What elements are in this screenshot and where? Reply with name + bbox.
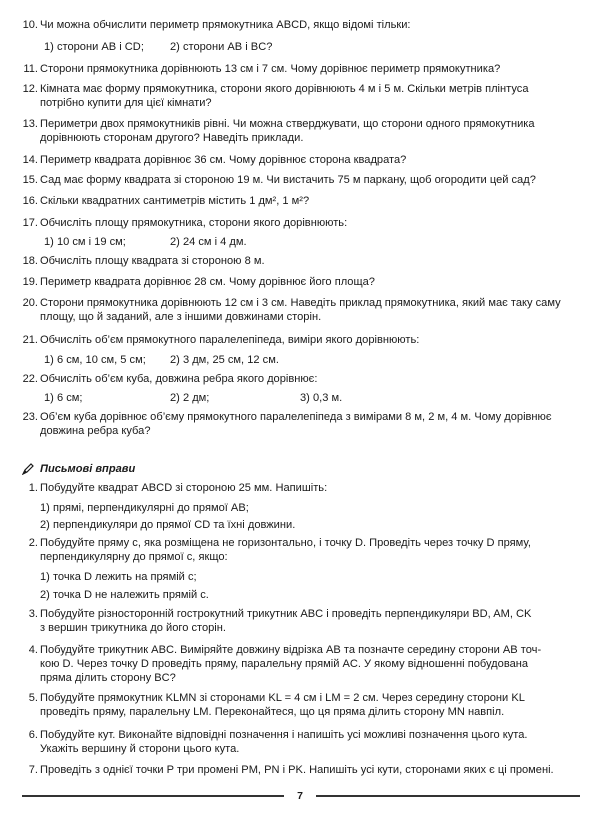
problem-number: 21. [22,334,38,346]
answer-option: 3) 0,3 м. [300,392,343,404]
answer-option: 1) 6 см, 10 см, 5 см; [44,354,146,366]
problem-number: 23. [22,411,38,423]
page-number: 7 [297,790,303,802]
problem-text: Проведіть з однієї точки P три промені PM, PN і PK. Напишіть усі кути, сторонами яких є ці промені. [40,764,554,776]
problem-text: дорівнюють сторонам другого? Наведіть приклади. [40,132,304,144]
problem-number: 13. [22,118,38,130]
problem-text: кою D. Через точку D проведіть пряму, паралельну прямій AC. У якому відношенні побудована [40,658,529,670]
problem-number: 10. [22,19,38,31]
problem-text: Обчисліть площу прямокутника, сторони якого дорівнюють: [40,217,348,229]
footer-rule-right [316,795,580,797]
problem-text: проведіть пряму, паралельну LM. Переконайтеся, що ця пряма ділить сторону MN навпіл. [40,706,505,718]
problem-text: Об’єм куба дорівнює об’єму прямокутного паралелепіпеда з вимірами 8 м, 2 м, 4 м. Чому дорівнює [40,411,552,423]
footer-rule-left [22,795,284,797]
problem-text: площу, що й заданий, але з іншими довжинами сторін. [40,311,322,323]
problem-number: 19. [22,276,38,288]
answer-option: 2) 24 см і 4 дм. [170,236,247,248]
problem-text: Обчисліть об’єм куба, довжина ребра якого дорівнює: [40,373,318,385]
problem-text: перпендикулярну до прямої c, якщо: [40,551,228,563]
problem-number: 15. [22,174,38,186]
problem-text: Периметр квадрата дорівнює 36 см. Чому дорівнює сторона квадрата? [40,154,407,166]
problem-text: Укажіть вершину й сторони цього кута. [40,743,240,755]
problem-number: 6. [28,729,38,741]
answer-option: 2) 2 дм; [170,392,210,404]
problem-text: Побудуйте квадрат ABCD зі стороною 25 мм. Напишіть: [40,482,328,494]
problem-text: Чи можна обчислити периметр прямокутника ABCD, якщо відомі тільки: [40,19,411,31]
answer-option: 1) 6 см; [44,392,83,404]
problem-text: Побудуйте прямокутник KLMN зі сторонами KL = 4 см і LM = 2 см. Через середину сторони KL [40,692,525,704]
problem-number: 17. [22,217,38,229]
problem-number: 16. [22,195,38,207]
problem-text: Побудуйте трикутник ABC. Виміряйте довжину відрізка AB та позначте середину сторони AB точ- [40,644,542,656]
problem-text: Сторони прямокутника дорівнюють 12 см і 3 см. Наведіть приклад прямокутника, який має таку саму [40,297,561,309]
sub-item: 1) прямі, перпендикулярні до прямої AB; [40,502,249,514]
problem-number: 22. [22,373,38,385]
problem-text: потрібно купити для цієї кімнати? [40,97,212,109]
problem-text: Обчисліть об’єм прямокутного паралелепіпеда, виміри якого дорівнюють: [40,334,420,346]
problem-text: Побудуйте різносторонній гострокутний трикутник ABC і проведіть перпендикуляри BD, AM, CK [40,608,532,620]
pencil-icon [22,463,34,475]
problem-text: Сад має форму квадрата зі стороною 19 м. Чи вистачить 75 м паркану, щоб огородити цей сад? [40,174,536,186]
answer-option: 1) сторони AB і CD; [44,41,144,53]
answer-option: 2) 3 дм, 25 см, 12 см. [170,354,279,366]
problem-text: Побудуйте кут. Виконайте відповідні позначення і напишіть усі можливі позначення цього кута. [40,729,528,741]
problem-number: 3. [28,608,38,620]
problem-text: Периметр квадрата дорівнює 28 см. Чому дорівнює його площа? [40,276,375,288]
problem-text: Сторони прямокутника дорівнюють 13 см і 7 см. Чому дорівнює периметр прямокутника? [40,63,501,75]
problem-number: 4. [28,644,38,656]
problem-number: 20. [22,297,38,309]
problem-text: довжина ребра куба? [40,425,151,437]
sub-item: 1) точка D лежить на прямій c; [40,571,197,583]
problem-number: 12. [22,83,38,95]
problem-text: Побудуйте пряму c, яка розміщена не горизонтально, і точку D. Проведіть через точку D пряму, [40,537,531,549]
problem-number: 11. [23,63,38,75]
problem-text: Обчисліть площу квадрата зі стороною 8 м. [40,255,265,267]
section-title: Письмові вправи [40,463,136,475]
problem-number: 2. [28,537,38,549]
answer-option: 1) 10 см і 19 см; [44,236,126,248]
problem-text: Кімната має форму прямокутника, сторони якого дорівнюють 4 м і 5 м. Скільки метрів плінтуса [40,83,529,95]
problem-text: пряма ділить сторону BC? [40,672,176,684]
problem-text: з вершин трикутника до його сторін. [40,622,226,634]
sub-item: 2) точка D не належить прямій c. [40,589,209,601]
sub-item: 2) перпендикуляри до прямої CD та їхні довжини. [40,519,296,531]
problem-number: 18. [22,255,38,267]
problem-number: 5. [28,692,38,704]
answer-option: 2) сторони AB і BC? [170,41,273,53]
problem-number: 7. [28,764,38,776]
problem-text: Скільки квадратних сантиметрів містить 1 дм², 1 м²? [40,195,310,207]
problem-number: 1. [28,482,38,494]
problem-number: 14. [22,154,38,166]
problem-text: Периметри двох прямокутників рівні. Чи можна стверджувати, що сторони одного прямокутника [40,118,535,130]
